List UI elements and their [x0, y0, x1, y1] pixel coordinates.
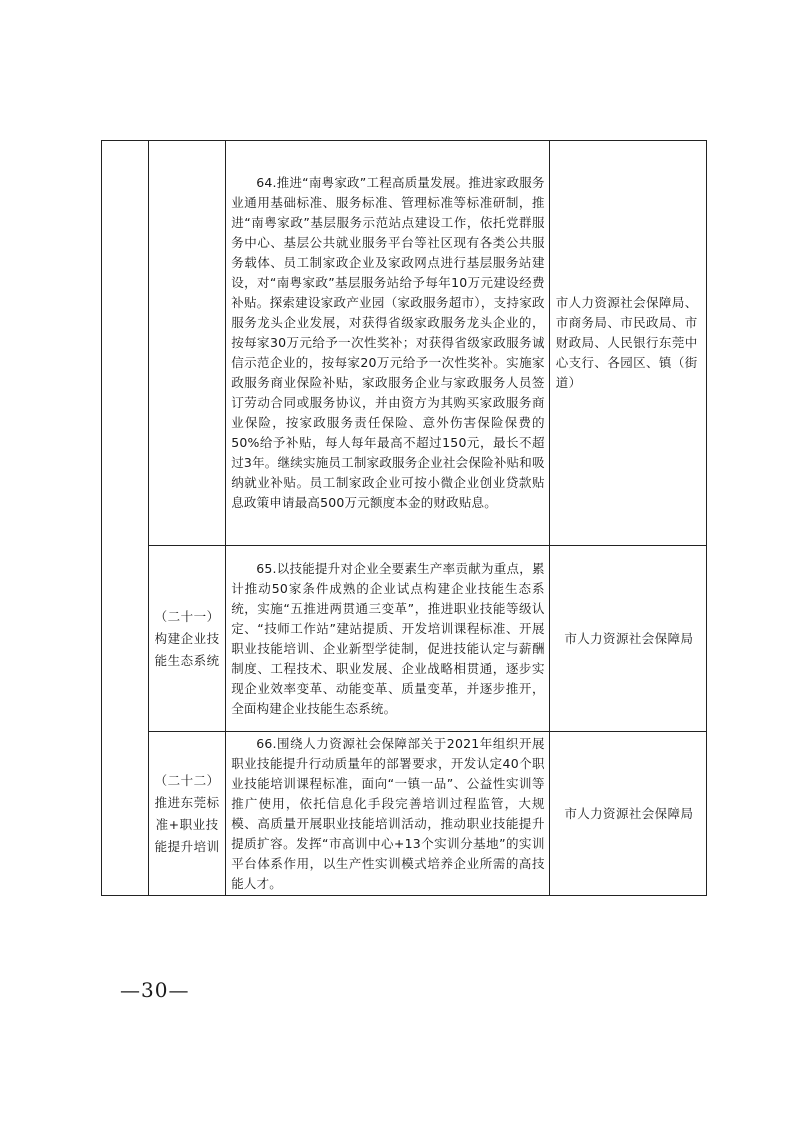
table-row	[102, 546, 707, 732]
responsible-unit-cell: 市人力资源社会保障局	[549, 732, 706, 896]
measures-table	[101, 140, 707, 896]
measure-cell	[226, 546, 550, 732]
task-cell: （二十一）构建企业技能生态系统	[149, 546, 226, 732]
task-cell	[149, 141, 226, 546]
category-cell	[102, 141, 149, 896]
measure-text: 65.以技能提升对企业全要素生产率贡献为重点，累计推动50家条件成熟的企业试点构建企业技能生态系统，实施“五推进两贯通三变革”，推进职业技能等级认定、“技师工作站”建站提质、开发培训课程标准、开展职业技能培训、企业新型学徒制，促进技能认定与薪酬制度、工程技术、职业发展、企业战略相贯通，逐步实现企业效率变革、动能变革、质量变革，并逐步推开，全面构建企业技能生态系统。	[231, 560, 545, 716]
measure-cell	[226, 732, 550, 896]
measure-text: 66.围绕人力资源社会保障部关于2021年组织开展职业技能提升行动质量年的部署要求，开发认定40个职业技能培训课程标准，面向“一镇一品”、公益性实训等推广使用，依托信息化手段完善培训过程监管，大规模、高质量开展职业技能培训活动，推动职业技能提升提质扩容。发挥“市高训中心+13个实训分基地”的实训平台体系作用，以生产性实训模式培养企业所需的高技能人才。	[231, 735, 545, 891]
page-number: —30—	[120, 978, 190, 1002]
table-row	[102, 141, 707, 546]
task-cell: （二十二）推进东莞标准+职业技能提升培训	[149, 732, 226, 896]
measure-text: 64.推进“南粤家政”工程高质量发展。推进家政服务业通用基础标准、服务标准、管理标准等标准研制，推进“南粤家政”基层服务示范站点建设工作，依托党群服务中心、基层公共就业服务平台等社区现有各类公共服务载体、员工制家政企业及家政网点进行基层服务站建设，对“南粤家政”基层服务站给予每年10万元建设经费补贴。探索建设家政产业园（家政服务超市），支持家政服务龙头企业发展，对获得省级家政服务龙头企业的，按每家30万元给予一次性奖补；对获得省级家政服务诚信示范企业的，按每家20万元给予一次性奖补。实施家政服务商业保险补贴，家政服务企业与家政服务人员签订劳动合同或服务协议，并由资方为其购买家政服务商业保险，按家政服务责任保险、意外伤害保险保费的50%给予补贴，每人每年最高不超过150元，最长不超过3年。继续实施员工制家政服务企业社会保险补贴和吸纳就业补贴。员工制家政企业可按小微企业创业贷款贴息政策申请最高500万元额度本金的财政贴息。	[231, 175, 545, 510]
measure-cell	[226, 141, 550, 546]
responsible-unit-cell: 市人力资源社会保障局、市商务局、市民政局、市财政局、人民银行东莞中心支行、各园区、镇（街道）	[549, 141, 706, 546]
responsible-unit-cell: 市人力资源社会保障局	[549, 546, 706, 732]
table-row	[102, 732, 707, 896]
